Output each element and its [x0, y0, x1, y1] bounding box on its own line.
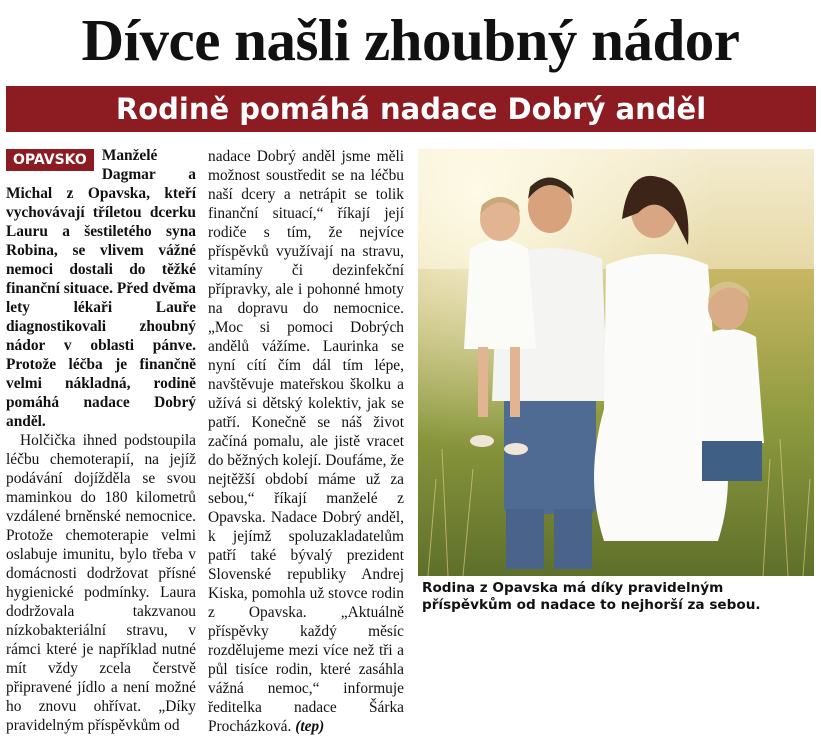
byline: (tep) — [295, 718, 325, 735]
body-text-col1: Holčička ihned podstoupila léčbu chemoterapií, na jejíž podávání dojížděla se svou maminkou do 180 kilometrů vzdálené brněnské nemocnice. Protože chemoterapie velmi oslabuje imunitu, bylo třeba v domácnosti dodržovat přísné hygienické podmínky. Laura dodržovala takzvanou nízkobakteriální stravu, v rámci které je například nutné mít vždy zcela čerstvě připravené jídlo a není možné ho znovu ohřívat. „Díky pravidelným příspěvkům od — [6, 432, 196, 734]
body-paragraph-col2 — [208, 147, 404, 736]
subheadline-bar — [6, 86, 816, 132]
lead-text: Manželé Dagmar a Michal z Opavska, kteří vychovávají tříletou dcerku Lauru a šestiletého syna Robina, se vlivem vážné nemoci dostali do těžké finanční situace. Před dvěma lety lékaři Lauře diagnostikovali zhoubný nádor v oblasti pánve. Protože léčba je finančně velmi nákladná, rodině pomáhá nadace Dobrý anděl. — [6, 147, 196, 430]
article-column-1 — [6, 146, 196, 735]
lead-paragraph — [6, 146, 196, 431]
subheadline: Rodině pomáhá nadace Dobrý anděl — [115, 92, 707, 126]
article-column-2 — [208, 147, 404, 736]
headline: Dívce našli zhoubný nádor — [81, 7, 740, 73]
family-photo — [418, 149, 814, 576]
body-text-col2: nadace Dobrý anděl jsme měli možnost soustředit se na léčbu naší dcery a netrápit se tolik finanční situací,“ říkají její rodiče s tím, že nejvíce příspěvků využívají na stravu, vitamíny či dezinfekční přípravky, ale i pohonné hmoty na dopravu do nemocnice. „Moc si pomoci Dobrých andělů vážíme. Laurinka se nyní cítí čím dál tím lépe, navštěvuje mateřskou školku a užívá si dětský kolektiv, jak se patří. Konečně se náš život začíná pomalu, ale jistě vracet do běžných kolejí. Doufáme, že nejtěžší období máme už za sebou,“ říkají manželé z Opavska. Nadace Dobrý anděl, k jejímž spoluzakladatelům patří také bývalý prezident Slovenské republiky Andrej Kiska, pomohla už stovce rodin z Opavska. „Aktuálně příspěvky každý měsíc rozdělujeme mezi více než tři a půl tisíce rodin, které zasáhla vážná nemoc,“ informuje ředitelka nadace Šárka Procházková. — [208, 148, 404, 735]
region-tag: OPAVSKO — [6, 149, 94, 171]
photo-caption: Rodina z Opavska má díky pravidelným příspěvkům od nadace to nejhorší za sebou. — [422, 580, 761, 613]
